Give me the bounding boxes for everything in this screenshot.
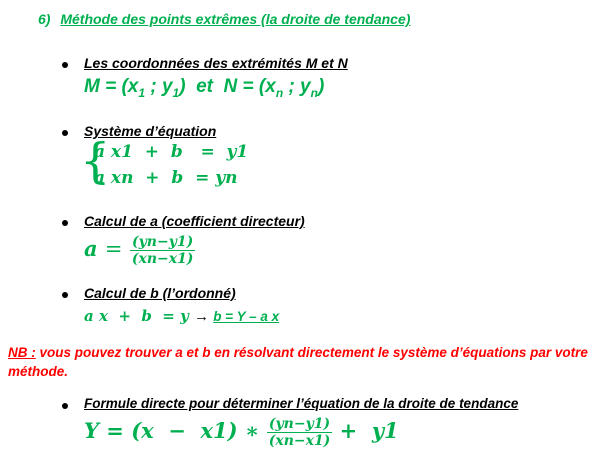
direct-rhs: + y1 bbox=[332, 418, 399, 443]
note-label: NB : bbox=[8, 345, 36, 360]
calc-a-eq: = bbox=[104, 237, 123, 261]
sub-yn: n bbox=[310, 85, 318, 100]
calc-b-result: b = Y – a x bbox=[213, 309, 280, 324]
calc-a-fraction bbox=[130, 234, 196, 267]
calc-b-equation: a x + b = y bbox=[84, 307, 195, 325]
coords-n-close: ) bbox=[317, 76, 325, 97]
coords-formula bbox=[84, 76, 324, 100]
bullet-coords bbox=[62, 62, 68, 68]
bullet-calc-a bbox=[62, 220, 68, 226]
section-title bbox=[38, 11, 410, 27]
section-number: 6) bbox=[38, 11, 51, 27]
sub-x1: 1 bbox=[138, 85, 146, 100]
calc-a-denominator: (xn−x1) bbox=[131, 251, 194, 267]
calc-a-formula bbox=[84, 234, 195, 267]
direct-heading: Formule directe pour déterminer l’équation de la droite de tendance bbox=[84, 396, 519, 411]
direct-lhs: Y = (x − x1) ∗ bbox=[84, 418, 267, 443]
coords-n-sep: ; y bbox=[283, 76, 311, 97]
system-eq2: a xn + b = yn bbox=[94, 168, 238, 188]
calc-a-numerator: (yn−y1) bbox=[132, 234, 194, 250]
direct-formula bbox=[84, 416, 399, 449]
bullet-system bbox=[62, 130, 68, 136]
bullet-calc-b bbox=[62, 292, 68, 298]
calc-a-heading: Calcul de a (coefficient directeur) bbox=[84, 213, 305, 229]
system-heading: Système d’équation bbox=[84, 123, 217, 139]
calc-a-lhs: a bbox=[84, 236, 98, 261]
bullet-direct bbox=[62, 403, 68, 409]
note-text: vous pouvez trouver a et b en résolvant directement le système d’équations par votre méthode. bbox=[8, 345, 588, 379]
sub-y1: 1 bbox=[172, 85, 180, 100]
direct-numerator: (yn−y1) bbox=[268, 416, 331, 432]
coords-m-sep: ; y bbox=[145, 76, 173, 97]
coords-m-close: ) et bbox=[179, 76, 224, 97]
arrow-icon: → bbox=[194, 308, 210, 325]
sub-xn: n bbox=[275, 85, 284, 100]
system-eq1: a x1 + b = y1 bbox=[94, 142, 249, 162]
direct-fraction bbox=[267, 416, 333, 449]
calc-b-heading: Calcul de b (l’ordonné) bbox=[84, 285, 236, 301]
system-brace: { bbox=[80, 133, 111, 189]
coords-heading: Les coordonnées des extrémités M et N bbox=[84, 55, 348, 71]
coords-m-open: M = (x bbox=[84, 76, 139, 97]
calc-b-formula bbox=[84, 307, 279, 325]
direct-denominator: (xn−x1) bbox=[268, 433, 331, 449]
note bbox=[8, 343, 608, 381]
coords-n-open: N = (x bbox=[223, 76, 276, 97]
section-title-text: Méthode des points extrêmes (la droite de tendance) bbox=[60, 11, 411, 27]
